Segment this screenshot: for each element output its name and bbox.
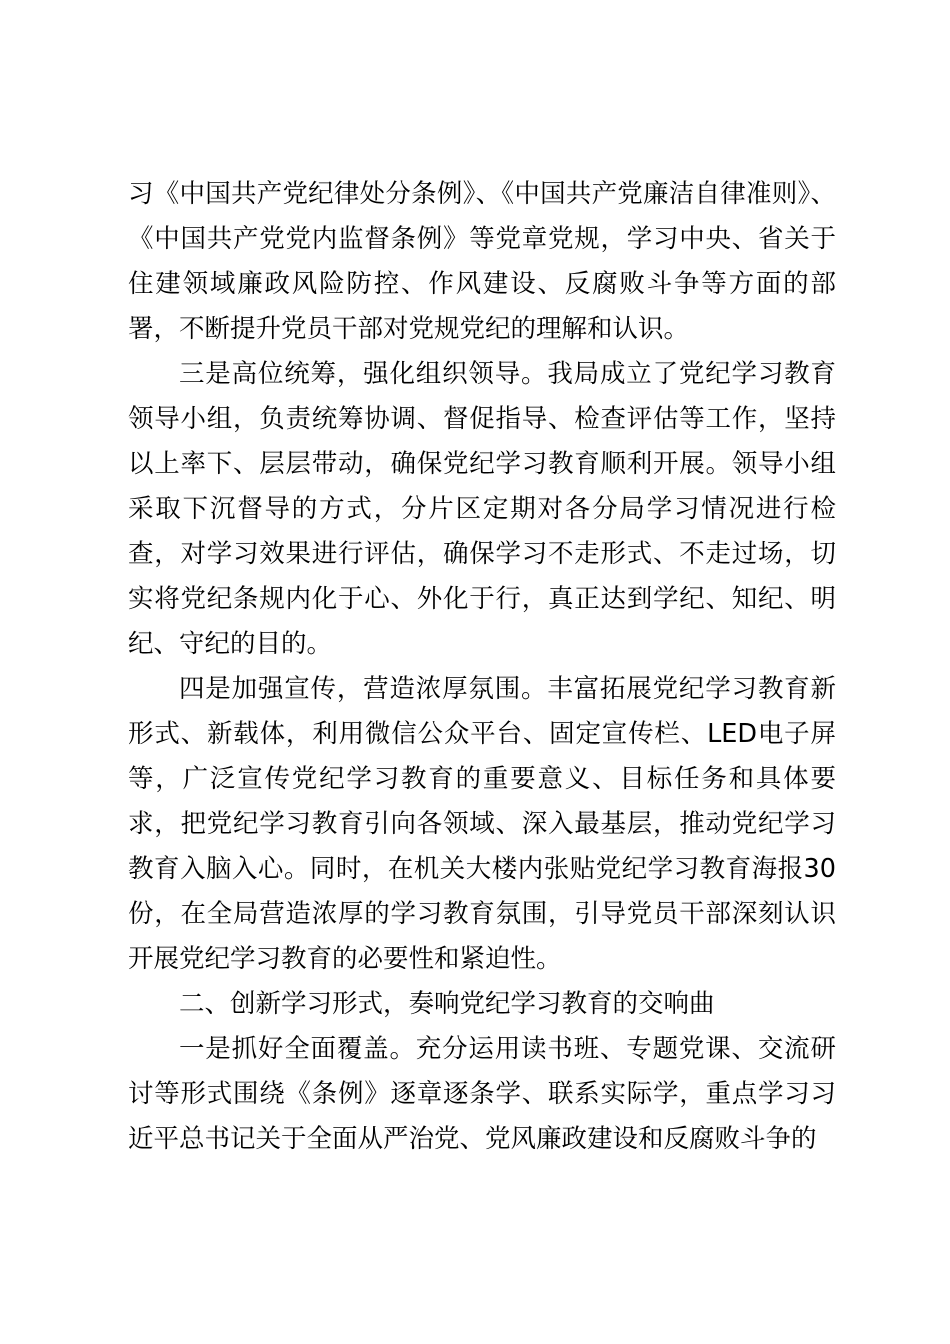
paragraph-point-three: 三是高位统筹，强化组织领导。我局成立了党纪学习教育领导小组，负责统筹协调、督促指导、检查评估等工作，坚持以上率下、层层带动，确保党纪学习教育顺利开展。领导小组采取下沉督导的方式，分片区定期对各分局学习情况进行检查，对学习效果进行评估，确保学习不走形式、不走过场，切实将党纪条规内化于心、外化于行，真正达到学纪、知纪、明纪、守纪的目的。 bbox=[128, 359, 836, 659]
document-body bbox=[128, 172, 836, 1162]
paragraph-point-four: 四是加强宣传，营造浓厚氛围。丰富拓展党纪学习教育新形式、新载体，利用微信公众平台、固定宣传栏、LED电子屏等，广泛宣传党纪学习教育的重要意义、目标任务和具体要求，把党纪学习教育引向各领域、深入最基层，推动党纪学习教育入脑入心。同时，在机关大楼内张贴党纪学习教育海报30份，在全局营造浓厚的学习教育氛围，引导党员干部深刻认识开展党纪学习教育的必要性和紧迫性。 bbox=[128, 674, 836, 974]
paragraph-continuation: 习《中国共产党纪律处分条例》、《中国共产党廉洁自律准则》、《中国共产党党内监督条例》等党章党规，学习中央、省关于住建领域廉政风险防控、作风建设、反腐败斗争等方面的部署，不断提升党员干部对党规党纪的理解和认识。 bbox=[128, 179, 836, 344]
paragraph-point-one: 一是抓好全面覆盖。充分运用读书班、专题党课、交流研讨等形式围绕《条例》逐章逐条学、联系实际学，重点学习习近平总书记关于全面从严治党、党风廉政建设和反腐败斗争的 bbox=[128, 1034, 836, 1154]
section-heading-two: 二、创新学习形式，奏响党纪学习教育的交响曲 bbox=[179, 989, 715, 1019]
